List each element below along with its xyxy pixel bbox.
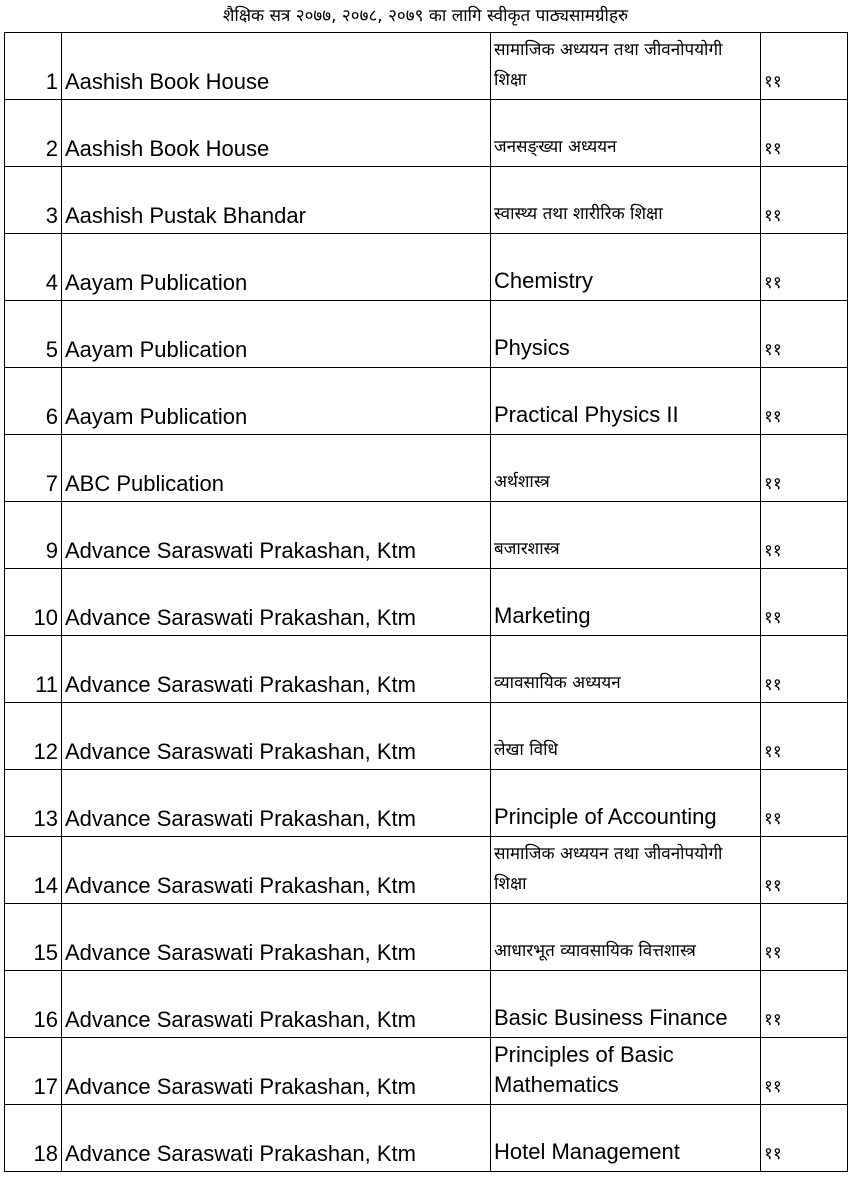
publisher-cell: Advance Saraswati Prakashan, Ktm [62,636,491,703]
publisher-cell: Aayam Publication [62,368,491,435]
grade-cell: ११ [761,368,848,435]
grade-cell: ११ [761,502,848,569]
table-row [5,234,848,301]
grade-cell: ११ [761,1038,848,1105]
subject-cell: Chemistry [491,234,761,301]
publisher-cell: Aayam Publication [62,301,491,368]
serial-number-cell: 13 [5,770,62,837]
table-row [5,904,848,971]
subject-cell: Physics [491,301,761,368]
grade-cell: ११ [761,636,848,703]
serial-number-cell: 10 [5,569,62,636]
serial-number-cell: 16 [5,971,62,1038]
publisher-cell: Aashish Book House [62,100,491,167]
table-row [5,1038,848,1105]
serial-number-cell: 6 [5,368,62,435]
publisher-cell: Aashish Book House [62,33,491,100]
publisher-cell: Aashish Pustak Bhandar [62,167,491,234]
grade-cell: ११ [761,234,848,301]
grade-cell: ११ [761,971,848,1038]
grade-cell: ११ [761,33,848,100]
serial-number-cell: 12 [5,703,62,770]
table-body [5,33,848,1172]
table-row [5,770,848,837]
serial-number-cell: 2 [5,100,62,167]
page-title: शैक्षिक सत्र २०७७, २०७८, २०७९ का लागि स्वीकृत पाठ्यसामग्रीहरु [222,6,629,26]
subject-cell: Principle of Accounting [491,770,761,837]
table-row [5,703,848,770]
grade-cell: ११ [761,904,848,971]
table-row [5,1105,848,1172]
table-row [5,502,848,569]
table-row [5,971,848,1038]
table-row [5,837,848,904]
publisher-cell: Advance Saraswati Prakashan, Ktm [62,904,491,971]
serial-number-cell: 15 [5,904,62,971]
serial-number-cell: 18 [5,1105,62,1172]
subject-cell: Basic Business Finance [491,971,761,1038]
grade-cell: ११ [761,837,848,904]
table-row [5,167,848,234]
grade-cell: ११ [761,703,848,770]
table-row [5,435,848,502]
grade-cell: ११ [761,167,848,234]
grade-cell: ११ [761,435,848,502]
serial-number-cell: 14 [5,837,62,904]
serial-number-cell: 7 [5,435,62,502]
publisher-cell: Advance Saraswati Prakashan, Ktm [62,1105,491,1172]
publisher-cell: Advance Saraswati Prakashan, Ktm [62,703,491,770]
grade-cell: ११ [761,100,848,167]
approved-books-table [4,32,848,1172]
subject-cell: सामाजिक अध्ययन तथा जीवनोपयोगी शिक्षा [491,837,761,904]
serial-number-cell: 5 [5,301,62,368]
subject-cell: आधारभूत व्यावसायिक वित्तशास्त्र [491,904,761,971]
subject-cell: सामाजिक अध्ययन तथा जीवनोपयोगी शिक्षा [491,33,761,100]
subject-cell: Practical Physics II [491,368,761,435]
table-row [5,100,848,167]
grade-cell: ११ [761,301,848,368]
subject-cell: जनसङ्ख्या अध्ययन [491,100,761,167]
table-row [5,301,848,368]
publisher-cell: Advance Saraswati Prakashan, Ktm [62,971,491,1038]
grade-cell: ११ [761,569,848,636]
table-row [5,33,848,100]
publisher-cell: Advance Saraswati Prakashan, Ktm [62,770,491,837]
table-row [5,368,848,435]
grade-cell: ११ [761,1105,848,1172]
publisher-cell: Advance Saraswati Prakashan, Ktm [62,1038,491,1105]
grade-cell: ११ [761,770,848,837]
serial-number-cell: 9 [5,502,62,569]
subject-cell: Principles of Basic Mathematics [491,1038,761,1105]
subject-cell: अर्थशास्त्र [491,435,761,502]
publisher-cell: ABC Publication [62,435,491,502]
serial-number-cell: 1 [5,33,62,100]
subject-cell: स्वास्थ्य तथा शारीरिक शिक्षा [491,167,761,234]
serial-number-cell: 11 [5,636,62,703]
serial-number-cell: 4 [5,234,62,301]
publisher-cell: Aayam Publication [62,234,491,301]
serial-number-cell: 17 [5,1038,62,1105]
publisher-cell: Advance Saraswati Prakashan, Ktm [62,569,491,636]
serial-number-cell: 3 [5,167,62,234]
table-row [5,569,848,636]
subject-cell: Marketing [491,569,761,636]
subject-cell: व्यावसायिक अध्ययन [491,636,761,703]
table-row [5,636,848,703]
subject-cell: बजारशास्त्र [491,502,761,569]
subject-cell: Hotel Management [491,1105,761,1172]
subject-cell: लेखा विधि [491,703,761,770]
publisher-cell: Advance Saraswati Prakashan, Ktm [62,502,491,569]
publisher-cell: Advance Saraswati Prakashan, Ktm [62,837,491,904]
